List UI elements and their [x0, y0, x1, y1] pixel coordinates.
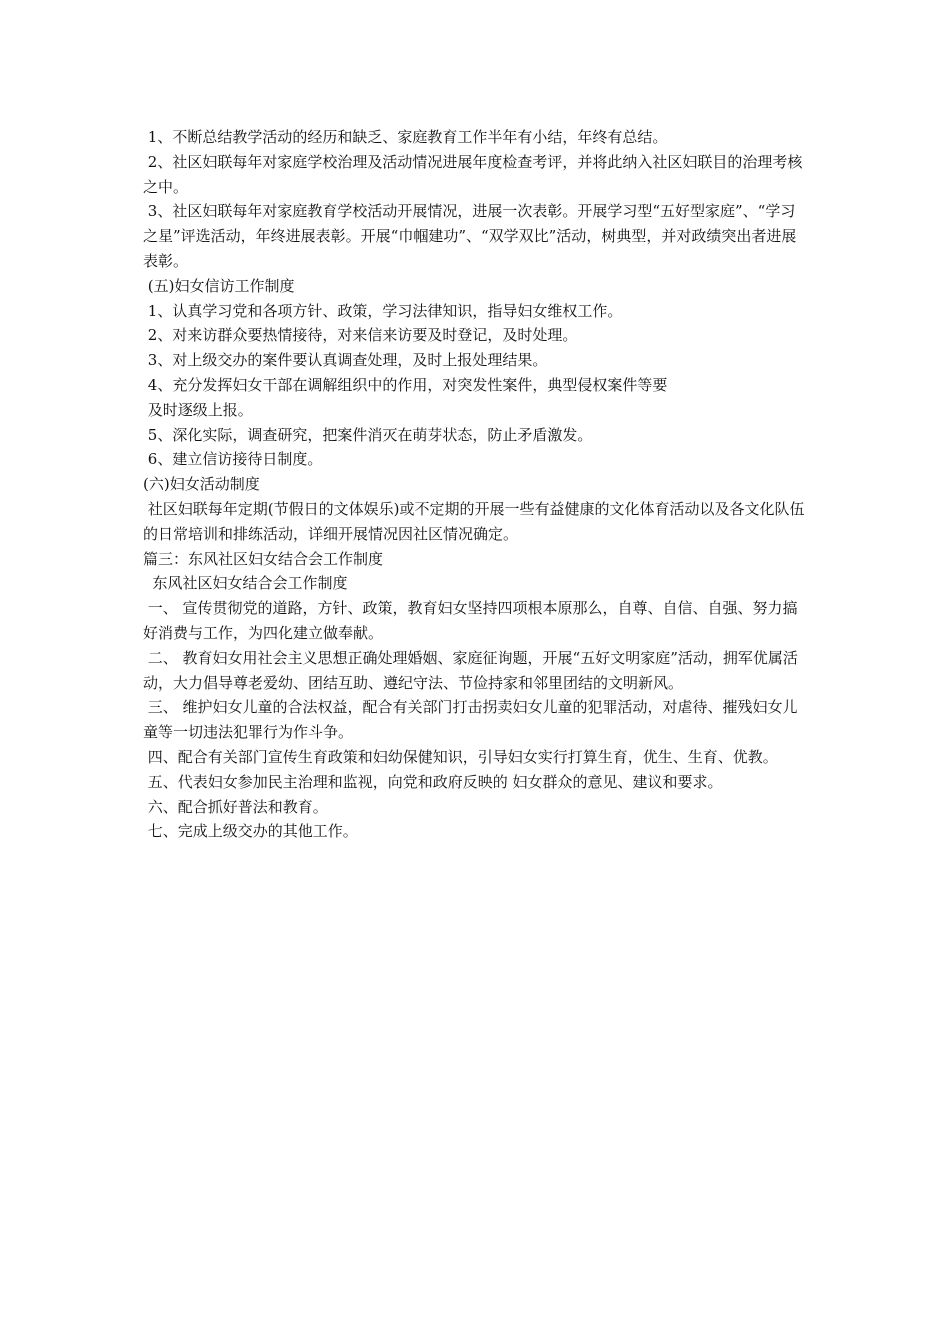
paragraph-summary-2: 2、社区妇联每年对家庭学校治理及活动情况进展年度检查考评，并将此纳入社区妇联目的治理考核之中。 [143, 152, 803, 196]
document-body [143, 125, 808, 844]
chapter-heading: 篇三：东风社区妇女结合会工作制度 [143, 549, 384, 568]
paragraph-petition-4-cont: 及时逐级上报。 [143, 400, 253, 419]
paragraph-item-6: 六、配合抓好普法和教育。 [143, 797, 328, 816]
paragraph-item-1: 一、 宣传贯彻党的道路，方针、政策，教育妇女坚持四项根本原那么，自尊、自信、自强、努力搞好消费与工作，为四化建立做奉献。 [143, 599, 798, 642]
paragraph-summary-3: 3、社区妇联每年对家庭教育学校活动开展情况，进展一次表彰。开展学习型“五好型家庭”、“学习之星”评选活动，年终进展表彰。开展“巾帼建功”、“双学双比”活动，树典型，并对政绩突出者进展表彰。 [143, 202, 797, 270]
paragraph-petition-6: 6、建立信访接待日制度。 [143, 450, 323, 469]
section-heading-activities: (六)妇女活动制度 [143, 475, 260, 494]
paragraph-item-2: 二、 教育妇女用社会主义思想正确处理婚姻、家庭征询题，开展“五好文明家庭”活动，拥军优属活动，大力倡导尊老爱幼、团结互助、遵纪守法、节俭持家和邻里团结的文明新风。 [143, 648, 798, 692]
paragraph-summary-1: 1、不断总结教学活动的经历和缺乏、家庭教育工作半年有小结，年终有总结。 [143, 128, 668, 146]
paragraph-petition-4: 4、充分发挥妇女干部在调解组织中的作用，对突发性案件，典型侵权案件等要 [143, 375, 668, 394]
section-heading-petition: (五)妇女信访工作制度 [143, 276, 295, 295]
paragraph-petition-1: 1、认真学习党和各项方针、政策，学习法律知识，指导妇女维权工作。 [143, 301, 623, 320]
chapter-subtitle: 东风社区妇女结合会工作制度 [143, 574, 348, 593]
paragraph-item-3: 三、 维护妇女儿童的合法权益，配合有关部门打击拐卖妇女儿童的犯罪活动，对虐待、摧残妇女儿童等一切违法犯罪行为作斗争。 [143, 698, 798, 742]
paragraph-petition-3: 3、对上级交办的案件要认真调查处理，及时上报处理结果。 [143, 351, 548, 370]
paragraph-item-5: 五、代表妇女参加民主治理和监视，向党和政府反映的 妇女群众的意见、建议和要求。 [143, 772, 723, 791]
paragraph-activities: 社区妇联每年定期(节假日的文体娱乐)或不定期的开展一些有益健康的文化体育活动以及各文化队伍的日常培训和排练活动，详细开展情况因社区情况确定。 [143, 499, 805, 543]
paragraph-petition-2: 2、对来访群众要热情接待，对来信来访要及时登记，及时处理。 [143, 326, 578, 345]
paragraph-item-7: 七、完成上级交办的其他工作。 [143, 822, 358, 841]
paragraph-petition-5: 5、深化实际，调查研究，把案件消灭在萌芽状态，防止矛盾激发。 [143, 425, 593, 444]
paragraph-item-4: 四、配合有关部门宣传生育政策和妇幼保健知识，引导妇女实行打算生育，优生、生育、优教。 [143, 747, 778, 766]
